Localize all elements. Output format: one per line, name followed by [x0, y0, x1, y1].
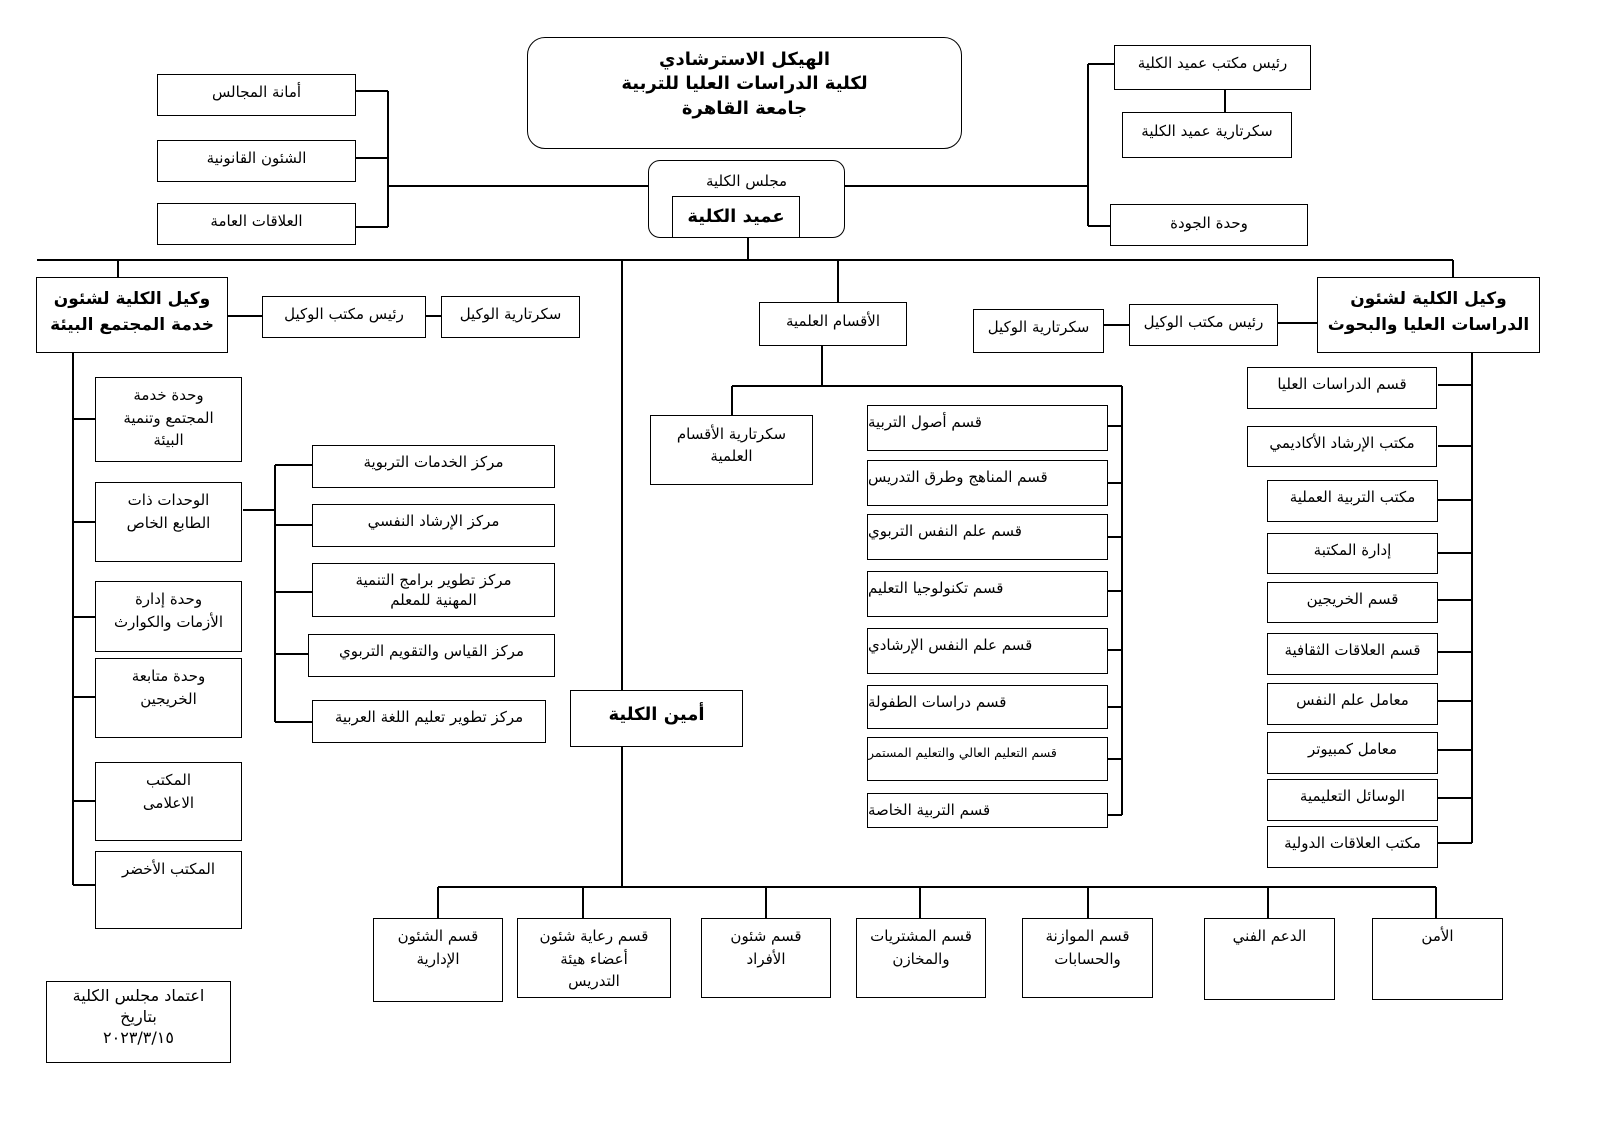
department-6-label: قسم دراسات الطفولة	[868, 693, 1007, 711]
left-staff-2	[157, 140, 356, 182]
connector-line	[1438, 651, 1472, 653]
vice-research-item-6-label: قسم العلاقات الثقافية	[1284, 641, 1421, 659]
department-8-label: قسم التربية الخاصة	[868, 801, 991, 819]
vice-research-item-5-label: قسم الخريجين	[1306, 590, 1399, 608]
community-center-4-label: مركز القياس والتقويم التربوي	[339, 642, 524, 660]
vice-community-box	[36, 277, 228, 353]
section-4-label: قسم المشتريات	[870, 927, 972, 945]
community-unit-4-label: وحدة متابعة	[131, 667, 206, 685]
vice-research-office-head-box-label: رئيس مكتب الوكيل	[1143, 313, 1264, 331]
community-unit-6-label: المكتب الأخضر	[122, 860, 215, 878]
vice-community-secretary-box	[441, 296, 580, 338]
connector-line	[72, 353, 74, 885]
community-unit-1	[95, 377, 242, 462]
left-staff-1-label: أمانة المجالس	[211, 83, 302, 101]
community-unit-5	[95, 762, 242, 841]
connector-line	[1108, 706, 1122, 707]
vice-research-item-7-label: معامل علم النفس	[1296, 691, 1409, 709]
connector-line	[228, 315, 262, 316]
vice-community-secretary-box-label: سكرتارية الوكيل	[459, 305, 562, 323]
vice-community-office-head-box-label: رئيس مكتب الوكيل	[284, 305, 404, 323]
department-3	[867, 514, 1108, 560]
vice-research-item-10	[1267, 826, 1438, 868]
section-7	[1372, 918, 1503, 1000]
connector-line	[1438, 599, 1472, 601]
connector-line	[1108, 758, 1122, 759]
department-2-label: قسم المناهج وطرق التدريس	[868, 468, 1048, 486]
vice-research-item-4-label: إدارة المكتبة	[1313, 541, 1392, 559]
connector-line	[37, 259, 1453, 260]
vice-community-box-label: وكيل الكلية لشئون	[53, 289, 211, 309]
community-unit-4-label-2: الخريجين	[140, 689, 197, 708]
community-center-3	[312, 563, 555, 617]
vice-research-item-5	[1267, 582, 1438, 623]
connector-line	[73, 800, 95, 802]
section-5-label-2: والحسابات	[1054, 949, 1121, 968]
connector-line	[1438, 842, 1472, 844]
vice-research-secretary-box	[973, 309, 1104, 353]
community-center-4	[308, 634, 555, 677]
connector-line	[243, 509, 275, 510]
vice-research-item-8-label: معامل كمبيوتر	[1307, 740, 1398, 758]
department-7	[867, 737, 1108, 781]
connector-line	[275, 721, 312, 722]
secretary-general-box	[570, 690, 743, 747]
connector-line	[73, 521, 95, 523]
section-7-label: الأمن	[1421, 927, 1454, 945]
dean-box-label: عميد الكلية	[687, 206, 785, 227]
vice-research-item-4	[1267, 533, 1438, 574]
connector-line	[1108, 649, 1122, 650]
vice-research-item-9-label: الوسائل التعليمية	[1299, 787, 1406, 805]
connector-line	[387, 91, 388, 227]
college-council-box-label: مجلس الكلية	[705, 172, 788, 190]
section-3-label: قسم شئون	[730, 927, 802, 945]
connector-line	[438, 886, 1436, 887]
community-center-3-label: مركز تطوير برامج التنمية	[355, 571, 512, 589]
community-center-2-label: مركز الإرشاد النفسي	[367, 512, 500, 530]
dean-box	[672, 196, 800, 238]
connector-line	[437, 887, 438, 918]
community-center-1	[312, 445, 555, 488]
department-1-label: قسم أصول التربية	[868, 413, 982, 431]
connector-line	[731, 386, 732, 415]
community-center-5-label: مركز تطوير تعليم اللغة العربية	[334, 708, 524, 726]
connector-line	[1103, 324, 1129, 325]
connector-line	[1087, 64, 1088, 226]
connector-line	[1278, 322, 1317, 323]
community-unit-5-label-2: الاعلامى	[142, 793, 195, 812]
vice-research-item-1-label: قسم الدراسات العليا	[1277, 375, 1407, 393]
section-4-label-2: والمخازن	[892, 949, 950, 968]
vice-research-item-3-label: مكتب التربية العملية	[1289, 488, 1416, 506]
connector-line	[356, 157, 388, 158]
community-unit-3-label: وحدة إدارة	[134, 590, 203, 608]
connector-line	[1438, 797, 1472, 799]
department-5-label: قسم علم النفس الإرشادي	[868, 636, 1033, 654]
connector-line	[621, 260, 622, 690]
approval-box-label-3: ٢٠٢٣/٣/١٥	[103, 1027, 174, 1047]
department-6	[867, 685, 1108, 729]
departments-secretary-box-label: سكرتارية الأقسام	[676, 425, 787, 443]
department-3-label: قسم علم النفس التربوي	[868, 522, 1022, 540]
community-center-2	[312, 504, 555, 547]
connector-line	[621, 747, 622, 887]
left-staff-2-label: الشئون القانونية	[206, 149, 307, 167]
dean-secretary-box	[1122, 112, 1292, 158]
connector-line	[732, 385, 1122, 386]
vice-research-box	[1317, 277, 1540, 353]
departments-secretary-box-label-2: العلمية	[710, 446, 753, 465]
connector-line	[1438, 749, 1472, 751]
vice-community-office-head-box	[262, 296, 426, 338]
connector-line	[845, 185, 1088, 186]
vice-community-box-label-2: خدمة المجتمع البيئة	[50, 315, 214, 336]
departments-box	[759, 302, 907, 346]
section-2-label-3: التدريس	[568, 972, 620, 990]
section-3	[701, 918, 831, 998]
left-staff-1	[157, 74, 356, 116]
department-8	[867, 793, 1108, 828]
connector-line	[1108, 590, 1122, 591]
header-title-box	[527, 37, 962, 149]
community-center-5	[312, 700, 546, 743]
connector-line	[73, 884, 95, 886]
connector-line	[1452, 260, 1453, 277]
community-unit-5-label: المكتب	[146, 771, 191, 789]
vice-research-item-8	[1267, 732, 1438, 774]
connector-line	[1108, 536, 1122, 537]
connector-line	[821, 346, 822, 386]
connector-line	[274, 465, 275, 722]
connector-line	[1108, 425, 1122, 426]
vice-research-secretary-box-label: سكرتارية الوكيل	[987, 318, 1090, 336]
dean-office-head-box-label: رئيس مكتب عميد الكلية	[1137, 54, 1288, 72]
secretary-general-box-label: أمين الكلية	[608, 704, 705, 725]
connector-line	[1088, 225, 1110, 226]
vice-research-office-head-box	[1129, 304, 1278, 346]
vice-research-item-3	[1267, 480, 1438, 522]
department-2	[867, 460, 1108, 506]
connector-line	[1108, 814, 1122, 815]
quality-unit-box	[1110, 204, 1308, 246]
vice-research-item-6	[1267, 633, 1438, 675]
connector-line	[356, 90, 388, 91]
community-center-1-label: مركز الخدمات التربوية	[363, 453, 504, 471]
connector-line	[1435, 887, 1436, 918]
vice-research-box-label: وكيل الكلية لشئون	[1350, 289, 1507, 309]
section-1-label-2: الإدارية	[416, 949, 460, 968]
dean-office-head-box	[1114, 45, 1311, 90]
connector-line	[275, 464, 312, 465]
connector-line	[388, 185, 652, 186]
left-staff-3-label: العلاقات العامة	[210, 212, 303, 230]
section-6	[1204, 918, 1335, 1000]
connector-line	[1087, 887, 1088, 918]
connector-line	[275, 591, 312, 592]
section-5	[1022, 918, 1153, 998]
departments-secretary-box	[650, 415, 813, 485]
connector-line	[117, 260, 118, 277]
connector-line	[1438, 700, 1472, 702]
connector-line	[837, 260, 838, 302]
community-unit-6	[95, 851, 242, 929]
connector-line	[275, 524, 312, 525]
header-title-box-label: الهيكل الاسترشادي	[659, 49, 830, 70]
community-unit-2-label: الوحدات ذات	[127, 491, 210, 509]
connector-line	[1438, 384, 1472, 386]
section-1	[373, 918, 503, 1002]
connector-line	[73, 616, 95, 618]
connector-line	[1224, 90, 1225, 112]
vice-research-item-2	[1247, 426, 1437, 467]
left-staff-3	[157, 203, 356, 245]
connector-line	[1267, 887, 1268, 918]
connector-line	[426, 315, 441, 316]
section-1-label: قسم الشئون	[397, 927, 479, 945]
connector-line	[73, 696, 95, 698]
section-4	[856, 918, 986, 998]
department-5	[867, 628, 1108, 674]
community-unit-1-label: وحدة خدمة	[133, 386, 204, 404]
vice-research-item-2-label: مكتب الإرشاد الأكاديمي	[1269, 434, 1415, 452]
connector-line	[1438, 445, 1472, 447]
department-1	[867, 405, 1108, 451]
department-4-label: قسم تكنولوجيا التعليم	[868, 579, 1004, 597]
quality-unit-box-label: وحدة الجودة	[1170, 214, 1248, 232]
section-6-label: الدعم الفني	[1232, 927, 1307, 945]
section-5-label: قسم الموازنة	[1045, 927, 1130, 945]
vice-research-item-9	[1267, 779, 1438, 821]
vice-research-item-7	[1267, 683, 1438, 725]
connector-line	[73, 418, 95, 420]
connector-line	[1121, 386, 1122, 815]
community-unit-1-label-2: المجتمع وتنمية	[123, 408, 214, 427]
approval-box-label: اعتماد مجلس الكلية	[72, 986, 205, 1005]
connector-line	[765, 887, 766, 918]
dean-secretary-box-label: سكرتارية عميد الكلية	[1141, 122, 1273, 140]
departments-box-label: الأقسام العلمية	[785, 312, 881, 330]
section-2	[517, 918, 671, 998]
connector-line	[1438, 552, 1472, 554]
connector-line	[582, 887, 583, 918]
community-unit-2	[95, 482, 242, 562]
connector-line	[275, 653, 312, 654]
connector-line	[1438, 499, 1472, 501]
community-unit-3-label-2: الأزمات والكوارث	[114, 612, 224, 631]
vice-research-item-1	[1247, 367, 1437, 409]
connector-line	[1088, 63, 1114, 64]
header-title-box-label-3: جامعة القاهرة	[681, 97, 808, 119]
section-2-label: قسم رعاية شئون	[539, 927, 649, 945]
section-2-label-2: أعضاء هيئة	[560, 949, 628, 968]
vice-research-box-label-2: الدراسات العليا والبحوث	[1327, 315, 1530, 336]
community-unit-4	[95, 658, 242, 738]
connector-line	[1108, 482, 1122, 483]
header-title-box-label-2: لكلية الدراسات العليا للتربية	[621, 73, 868, 95]
connector-line	[747, 238, 748, 260]
community-center-3-label-2: المهنية للمعلم	[390, 591, 477, 610]
community-unit-3	[95, 581, 242, 652]
section-3-label-2: الأفراد	[746, 949, 786, 968]
connector-line	[356, 226, 388, 227]
community-unit-1-label-3: البيئة	[153, 431, 184, 449]
approval-box	[46, 981, 231, 1063]
department-7-label: قسم التعليم العالي والتعليم المستمر	[868, 745, 1057, 760]
vice-research-item-10-label: مكتب العلاقات الدولية	[1284, 834, 1421, 852]
connector-line	[919, 887, 920, 918]
department-4	[867, 571, 1108, 617]
community-unit-2-label-2: الطابع الخاص	[126, 513, 211, 532]
approval-box-label-2: بتاريخ	[120, 1006, 157, 1026]
